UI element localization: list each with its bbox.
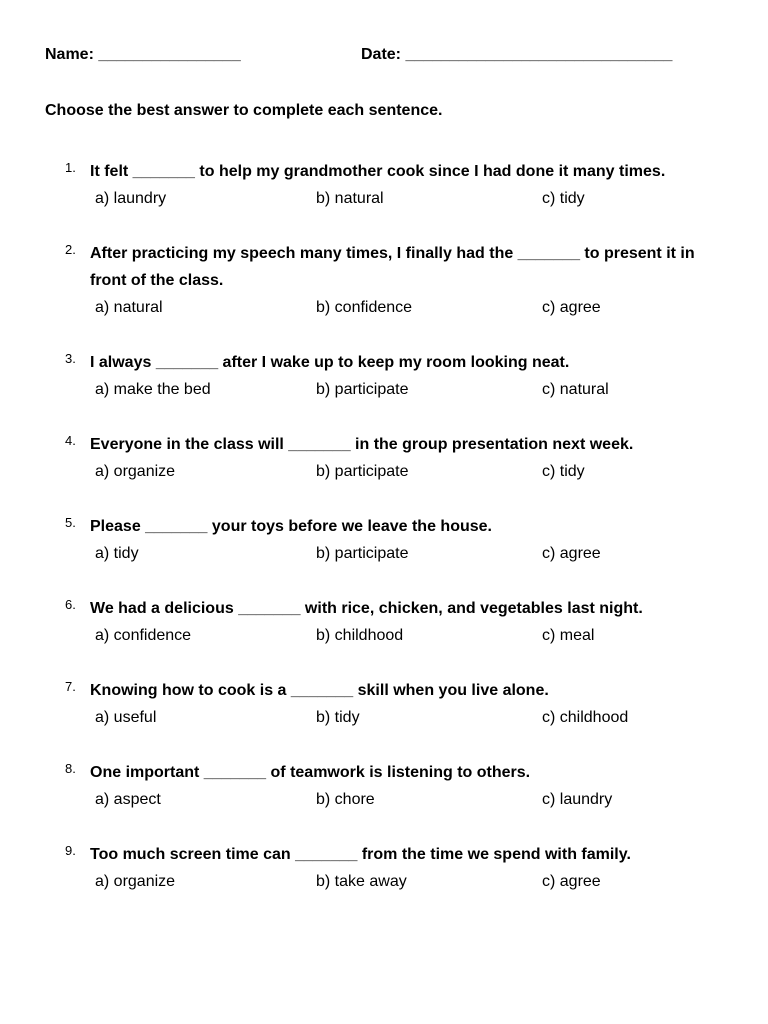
question-number: 4. [65, 433, 76, 448]
question-item [45, 158, 725, 212]
question-text: One important _______ of teamwork is listening to others. [90, 764, 531, 781]
answer-option-b: b) chore [316, 791, 375, 808]
question-text: After practicing my speech many times, I finally had the _______ to present it in front of the class. [90, 245, 695, 289]
question-text: It felt _______ to help my grandmother cook since I had done it many times. [90, 163, 666, 180]
question-text: Everyone in the class will _______ in the group presentation next week. [90, 436, 634, 453]
question-text: I always _______ after I wake up to keep my room looking neat. [90, 354, 570, 371]
answer-option-c: c) tidy [542, 190, 585, 207]
answer-options [95, 294, 725, 321]
answer-option-b: b) participate [316, 381, 409, 398]
question-text: Knowing how to cook is a _______ skill when you live alone. [90, 682, 549, 699]
answer-option-a: a) tidy [95, 545, 139, 562]
question-item [45, 513, 725, 567]
question-text: We had a delicious _______ with rice, chicken, and vegetables last night. [90, 600, 643, 617]
answer-options [95, 868, 725, 895]
answer-options [95, 622, 725, 649]
answer-option-a: a) organize [95, 463, 176, 480]
question-item [45, 759, 725, 813]
question-number: 5. [65, 515, 76, 530]
question-item [45, 240, 725, 321]
answer-option-c: c) childhood [542, 709, 629, 726]
answer-option-a: a) natural [95, 299, 163, 316]
question-number: 2. [65, 242, 76, 257]
answer-option-b: b) tidy [316, 709, 360, 726]
question-number: 1. [65, 160, 76, 175]
answer-option-b: b) participate [316, 545, 409, 562]
question-item [45, 349, 725, 403]
question-item [45, 595, 725, 649]
answer-option-a: a) make the bed [95, 381, 211, 398]
question-number: 3. [65, 351, 76, 366]
answer-option-c: c) laundry [542, 791, 613, 808]
answer-option-b: b) participate [316, 463, 409, 480]
worksheet-header [45, 46, 745, 70]
answer-option-a: a) laundry [95, 190, 167, 207]
answer-option-b: b) confidence [316, 299, 413, 316]
answer-options [95, 185, 725, 212]
answer-option-a: a) organize [95, 873, 176, 890]
answer-options [95, 704, 725, 731]
answer-option-a: a) useful [95, 709, 157, 726]
answer-options [95, 376, 725, 403]
question-item [45, 677, 725, 731]
answer-options [95, 540, 725, 567]
answer-option-b: b) take away [316, 873, 407, 890]
answer-option-c: c) agree [542, 299, 601, 316]
answer-option-a: a) aspect [95, 791, 161, 808]
question-list [45, 158, 725, 895]
date-line: Date: ______________________________ [361, 46, 673, 63]
question-number: 7. [65, 679, 76, 694]
answer-option-c: c) agree [542, 873, 601, 890]
instructions: Choose the best answer to complete each sentence. [45, 102, 443, 119]
answer-options [95, 786, 725, 813]
question-item [45, 841, 725, 895]
answer-option-c: c) tidy [542, 463, 585, 480]
answer-options [95, 458, 725, 485]
name-line: Name: ________________ [45, 46, 241, 63]
question-text: Please _______ your toys before we leave the house. [90, 518, 492, 535]
answer-option-b: b) natural [316, 190, 384, 207]
question-item [45, 431, 725, 485]
question-number: 8. [65, 761, 76, 776]
question-number: 9. [65, 843, 76, 858]
answer-option-b: b) childhood [316, 627, 404, 644]
question-number: 6. [65, 597, 76, 612]
answer-option-a: a) confidence [95, 627, 192, 644]
answer-option-c: c) natural [542, 381, 609, 398]
answer-option-c: c) meal [542, 627, 595, 644]
answer-option-c: c) agree [542, 545, 601, 562]
question-text: Too much screen time can _______ from the time we spend with family. [90, 846, 631, 863]
